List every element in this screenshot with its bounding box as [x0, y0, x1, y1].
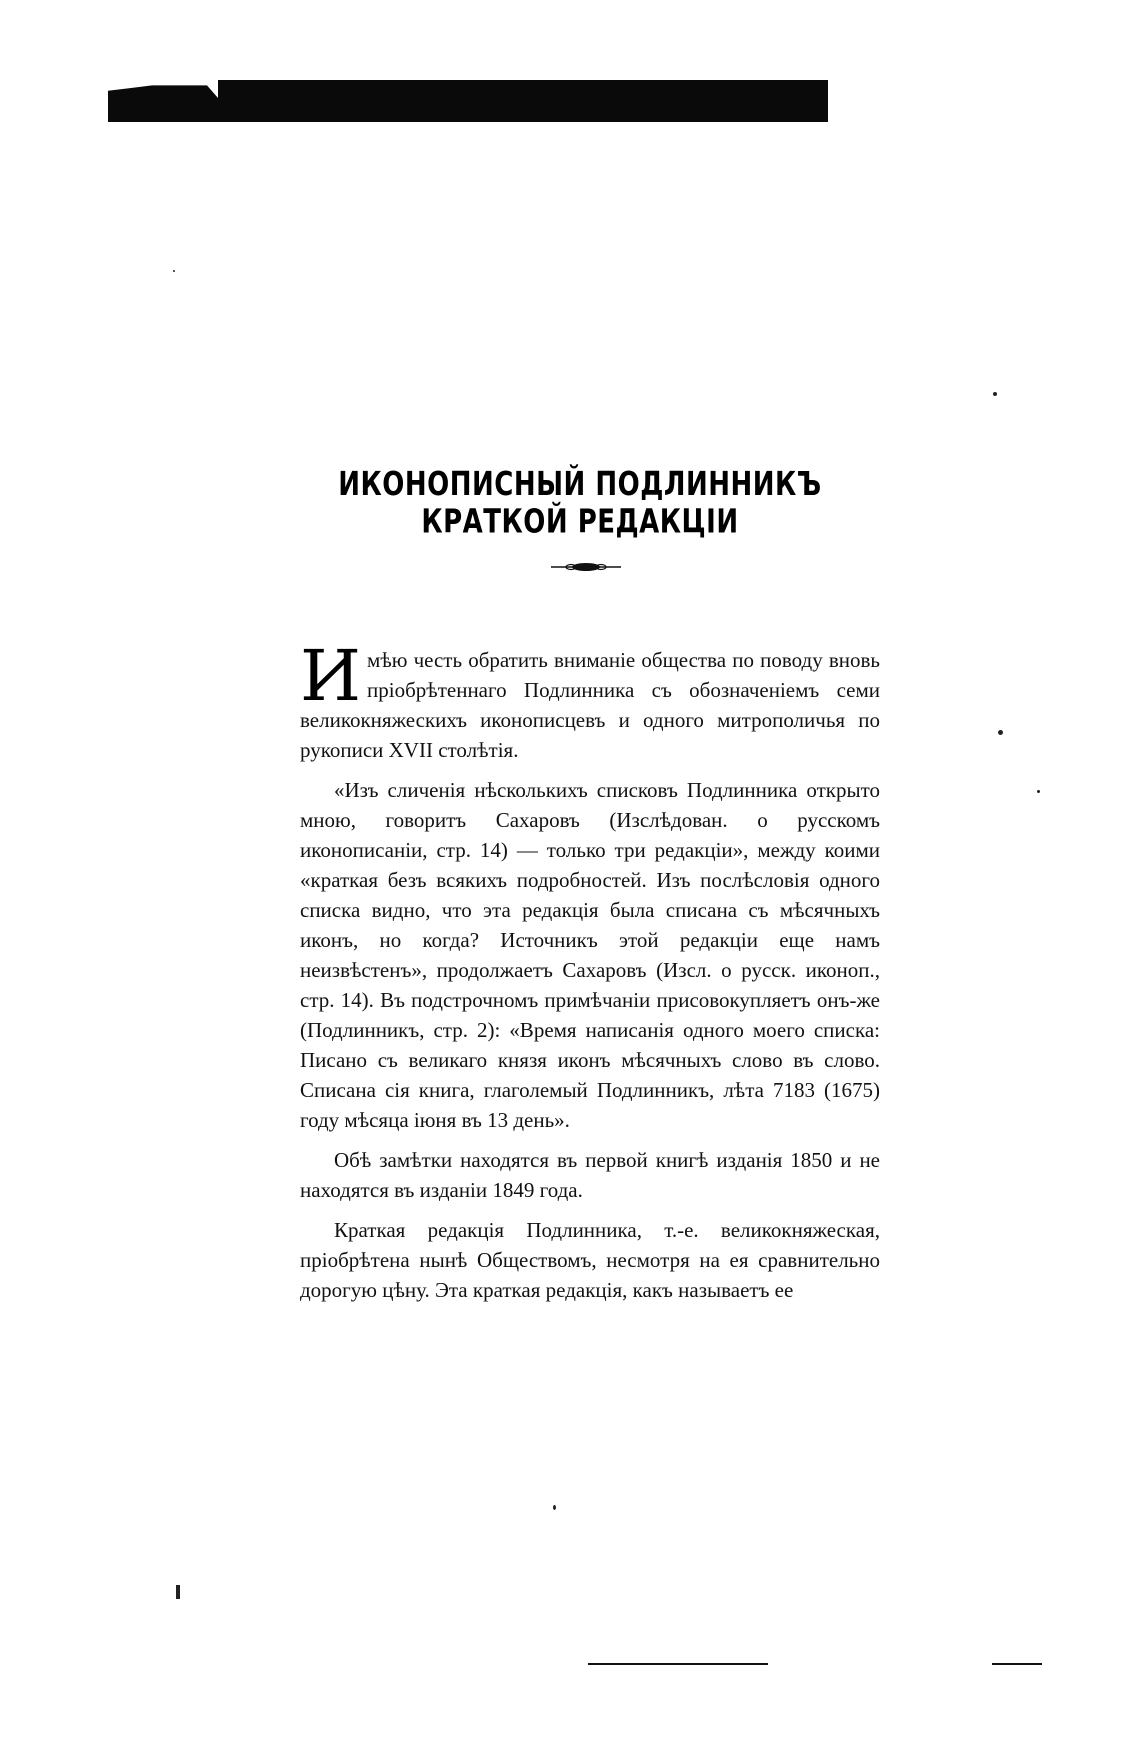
scan-speck [173, 270, 175, 272]
ornament-divider [551, 560, 621, 574]
drop-cap: И [300, 635, 362, 717]
scan-speck [993, 392, 997, 396]
scan-rule [588, 1663, 768, 1665]
paragraph-3: Обѣ замѣтки находятся въ первой книгѣ изданія 1850 и не находятся въ изданіи 1849 года. [300, 1148, 880, 1202]
paragraph-1 [300, 635, 880, 765]
scan-speck [553, 1505, 556, 1510]
paragraph-4: Краткая редакція Подлинника, т.-е. великокняжеская, пріобрѣтена нынѣ Обществомъ, несмотря на ея сравнительно дорогую цѣну. Эта краткая редакція, какъ называетъ ее [300, 1218, 880, 1302]
scan-speck [1037, 790, 1040, 793]
paragraph-2: «Изъ сличенія нѣсколькихъ списковъ Подлинника открыто мною, говоритъ Сахаровъ (Изслѣдован. о русскомъ иконописаніи, стр. 14) — только три редакціи», между коими «краткая безъ всякихъ подробностей. Изъ послѣсловія одного списка видно, что эта редакція была списана съ мѣсячныхъ иконъ, но когда? Источникъ этой редакціи еще намъ неизвѣстенъ», продолжаетъ Сахаровъ (Изсл. о русск. иконоп., стр. 14). Въ подстрочномъ примѣчаніи присовокупляетъ онъ-же (Подлинникъ, стр. 2): «Время написанія одного моего списка: Писано съ великаго князя иконъ мѣсячныхъ слово въ слово. Списана сія книга, глаголемый Подлинникъ, лѣта 7183 (1675) году мѣсяца іюня въ 13 день». [300, 778, 880, 1132]
scan-mark [176, 1585, 180, 1599]
scan-speck [998, 730, 1003, 735]
paragraph-1-text: мѣю честь обратить вниманіе общества по поводу вновь пріобрѣтеннаго Подлинника съ обозначеніемъ семи великокняжескихъ иконописцевъ и одного митрополичья по рукописи XVII столѣтія. [300, 648, 880, 762]
scan-rule [992, 1663, 1042, 1665]
body-text [300, 635, 880, 1315]
page-title: ИКОНОПИСНЫЙ ПОДЛИННИКЪ КРАТКОЙ РЕДАКЦІИ [338, 466, 822, 541]
